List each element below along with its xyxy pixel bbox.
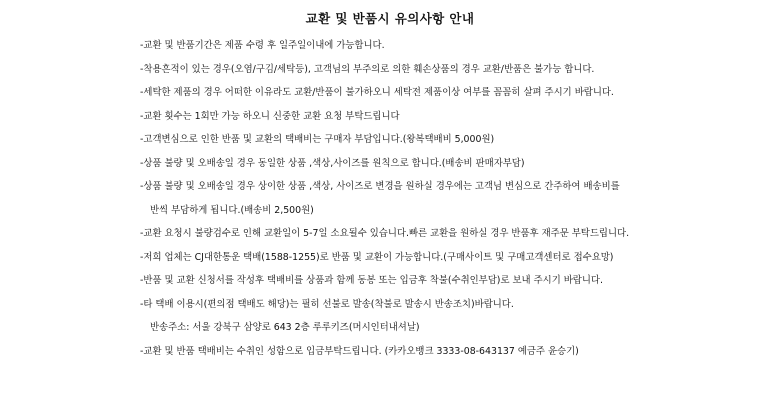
notice-item: -고객변심으로 인한 반품 및 교환의 택배비는 구매자 부담입니다.(왕복택배비 5,000원) bbox=[140, 134, 495, 145]
notice-item: -교환 횟수는 1회만 가능 하오니 신중한 교환 요청 부탁드립니다 bbox=[140, 110, 400, 122]
notice-item: 반씩 부담하게 됩니다.(배송비 2,500원) bbox=[150, 204, 314, 216]
notice-item: -상품 불량 및 오배송일 경우 상이한 상품 ,색상, 사이즈로 변경을 원하실 경우에는 고객님 변심으로 간주하여 배송비를 bbox=[140, 181, 620, 192]
notice-item: -상품 불량 및 오배송일 경우 동일한 상품 ,색상,사이즈를 원칙으로 합니다.(배송비 판매자부담) bbox=[140, 157, 525, 169]
notice-list bbox=[140, 34, 650, 363]
notice-title: 교환 및 반품시 유의사항 안내 bbox=[305, 11, 475, 26]
notice-item: -교환 및 반품 택배비는 수취인 성함으로 입금부탁드립니다. (카카오뱅크 3333-08-643137 예금주 윤승기) bbox=[140, 345, 579, 357]
notice-item: -세탁한 제품의 경우 어떠한 이유라도 교환/반품이 불가하오니 세탁전 제품이상 여부를 꼼꼼히 살펴 주시기 바랍니다. bbox=[140, 87, 614, 98]
notice-item: 반송주소: 서울 강북구 삼양로 643 2층 루루키즈(머시인터내셔날) bbox=[150, 322, 420, 333]
notice-item: -반품 및 교환 신청서를 작성후 택배비를 상품과 함께 동봉 또는 입금후 착불(수취인부담)로 보내 주시기 바랍니다. bbox=[140, 275, 603, 286]
notice-item: -저희 업체는 CJ대한통운 택배(1588-1255)로 반품 및 교환이 가능합니다.(구매사이트 및 구매고객센터로 접수요망) bbox=[140, 251, 614, 263]
notice-item: -교환 및 반품기간은 제품 수령 후 일주일이내에 가능합니다. bbox=[140, 40, 385, 51]
notice-item: -착용흔적이 있는 경우(오염/구김/세탁등), 고객님의 부주의로 의한 훼손상품의 경우 교환/반품은 불가능 합니다. bbox=[140, 63, 595, 75]
notice-item: -타 택배 이용시(편의점 택배도 해당)는 필히 선불로 발송(착불로 발송시 반송조치)바랍니다. bbox=[140, 298, 514, 310]
notice-item: -교환 요청시 불량검수로 인해 교환일이 5-7일 소요될수 있습니다.빠른 교환을 원하실 경우 반품후 재주문 부탁드립니다. bbox=[140, 228, 630, 239]
